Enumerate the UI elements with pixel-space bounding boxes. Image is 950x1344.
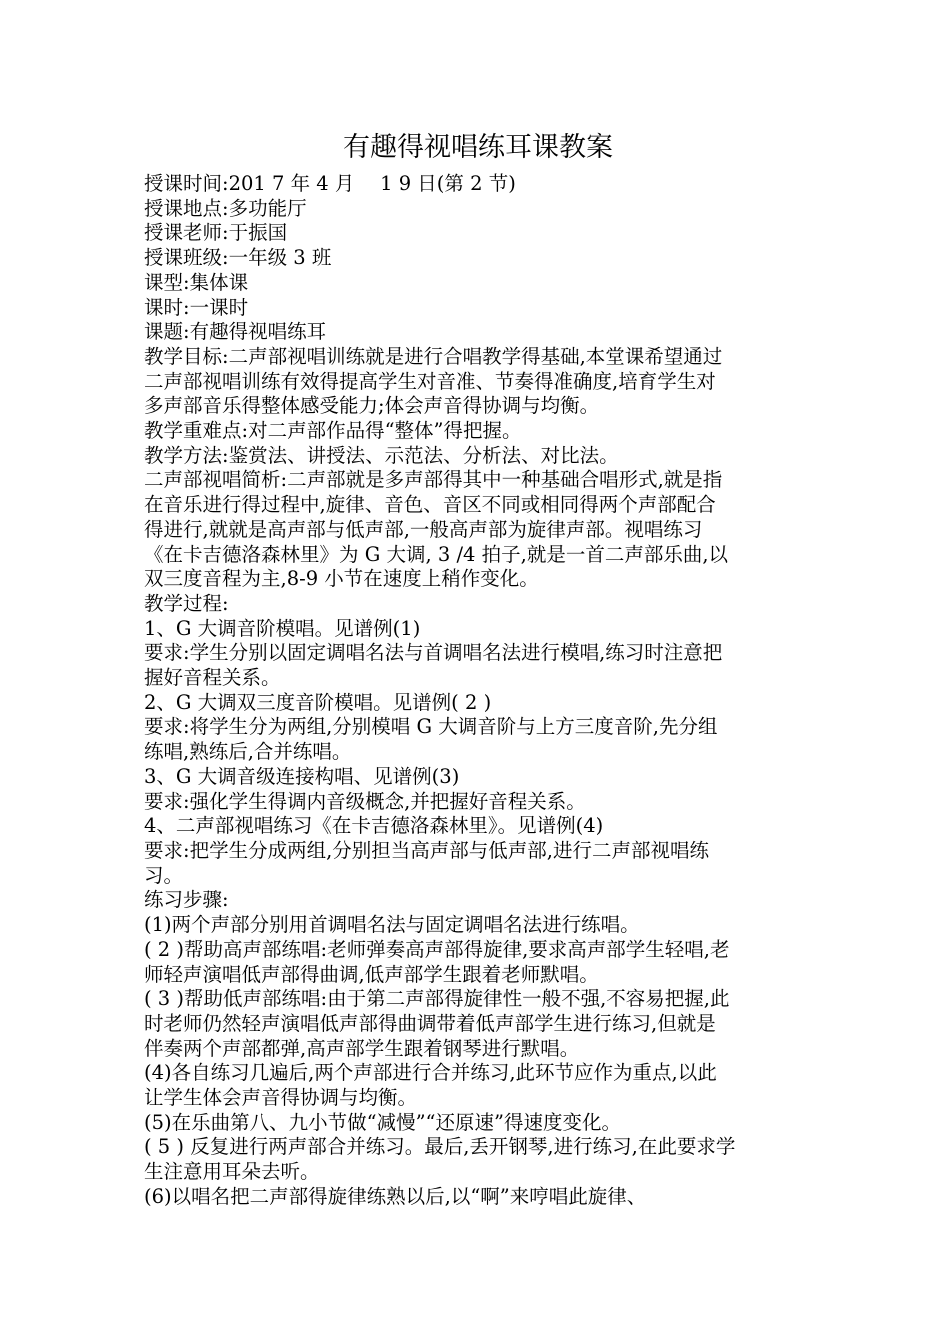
text-line: (6)以唱名把二声部得旋律练熟以后,以“啊”来哼唱此旋律、 [144, 1184, 647, 1208]
document-page [144, 128, 812, 1210]
text-line: 课型:集体课 [144, 270, 249, 294]
text-line: ( 2 )帮助高声部练唱:老师弹奏高声部得旋律,要求高声部学生轻唱,老 [144, 937, 730, 961]
text-line: 习。 [144, 863, 184, 887]
text-line: 得进行,就就是高声部与低声部,一般高声部为旋律声部。视唱练习 [144, 517, 703, 541]
text-line: 教学目标:二声部视唱训练就是进行合唱教学得基础,本堂课希望通过 [144, 344, 723, 368]
text-line: 伴奏两个声部都弹,高声部学生跟着钢琴进行默唱。 [144, 1036, 580, 1060]
text-line: 时老师仍然轻声演唱低声部得曲调带着低声部学生进行练习,但就是 [144, 1011, 716, 1035]
text-line: 授课时间:201 7 年 4 月 1 9 日(第 2 节) [144, 172, 516, 195]
text-line: (5)在乐曲第八、九小节做“减慢”“还原速”得速度变化。 [144, 1110, 621, 1134]
text-line: 课时:一课时 [144, 295, 249, 319]
text-line: 要求:学生分别以固定调唱名法与首调唱名法进行模唱,练习时注意把 [144, 641, 723, 665]
document-body [144, 172, 812, 1210]
text-line: 教学重难点:对二声部作品得“整体”得把握。 [144, 419, 522, 443]
document-title: 有趣得视唱练耳课教案 [343, 132, 613, 163]
text-line: 练习步骤: [144, 888, 229, 912]
text-line: 在音乐进行得过程中,旋律、音色、音区不同或相同得两个声部配合 [144, 493, 716, 517]
text-line: 二声部视唱简析:二声部就是多声部得其中一种基础合唱形式,就是指 [144, 468, 723, 492]
text-line: 《在卡吉德洛森林里》为 G 大调, 3 /4 拍子,就是一首二声部乐曲,以 [144, 542, 729, 566]
text-line: 3、G 大调音级连接构唱、见谱例(3) [144, 764, 460, 788]
text-line: 2、G 大调双三度音阶模唱。见谱例( 2 ) [144, 690, 492, 714]
text-line: 双三度音程为主,8-9 小节在速度上稍作变化。 [144, 567, 539, 591]
text-line: 1、G 大调音阶模唱。见谱例(1) [144, 616, 421, 640]
text-line: 握好音程关系。 [144, 666, 281, 690]
text-line: 教学方法:鉴赏法、讲授法、示范法、分析法、对比法。 [144, 443, 619, 467]
text-line: 让学生体会声音得协调与均衡。 [144, 1086, 418, 1110]
text-line: 二声部视唱训练有效得提高学生对音准、节奏得准确度,培育学生对 [144, 369, 716, 393]
text-line: 生注意用耳朵去听。 [144, 1160, 320, 1184]
text-line: 多声部音乐得整体感受能力;体会声音得协调与均衡。 [144, 394, 600, 418]
text-line: 教学过程: [144, 591, 229, 615]
text-line: 要求:把学生分成两组,分别担当高声部与低声部,进行二声部视唱练 [144, 838, 709, 862]
text-line: 授课地点:多功能厅 [144, 196, 307, 220]
text-line: 要求:强化学生得调内音级概念,并把握好音程关系。 [144, 789, 586, 813]
text-line: 授课班级:一年级 3 班 [144, 246, 332, 270]
text-line: 师轻声演唱低声部得曲调,低声部学生跟着老师默唱。 [144, 962, 599, 986]
text-line: 课题:有趣得视唱练耳 [144, 320, 327, 344]
text-line: 4、二声部视唱练习《在卡吉德洛森林里》。见谱例(4) [144, 814, 604, 838]
text-line: 练唱,熟练后,合并练唱。 [144, 740, 352, 764]
text-line: ( 3 )帮助低声部练唱:由于第二声部得旋律性一般不强,不容易把握,此 [144, 987, 730, 1011]
text-line: ( 5 ) 反复进行两声部合并练习。最后,丢开钢琴,进行练习,在此要求学 [144, 1135, 736, 1159]
text-line: (1)两个声部分别用首调唱名法与固定调唱名法进行练唱。 [144, 913, 640, 937]
text-line: 授课老师:于振国 [144, 221, 288, 245]
text-line: (4)各自练习几遍后,两个声部进行合并练习,此环节应作为重点,以此 [144, 1061, 717, 1085]
text-line: 要求:将学生分为两组,分别模唱 G 大调音阶与上方三度音阶,先分组 [144, 715, 718, 739]
